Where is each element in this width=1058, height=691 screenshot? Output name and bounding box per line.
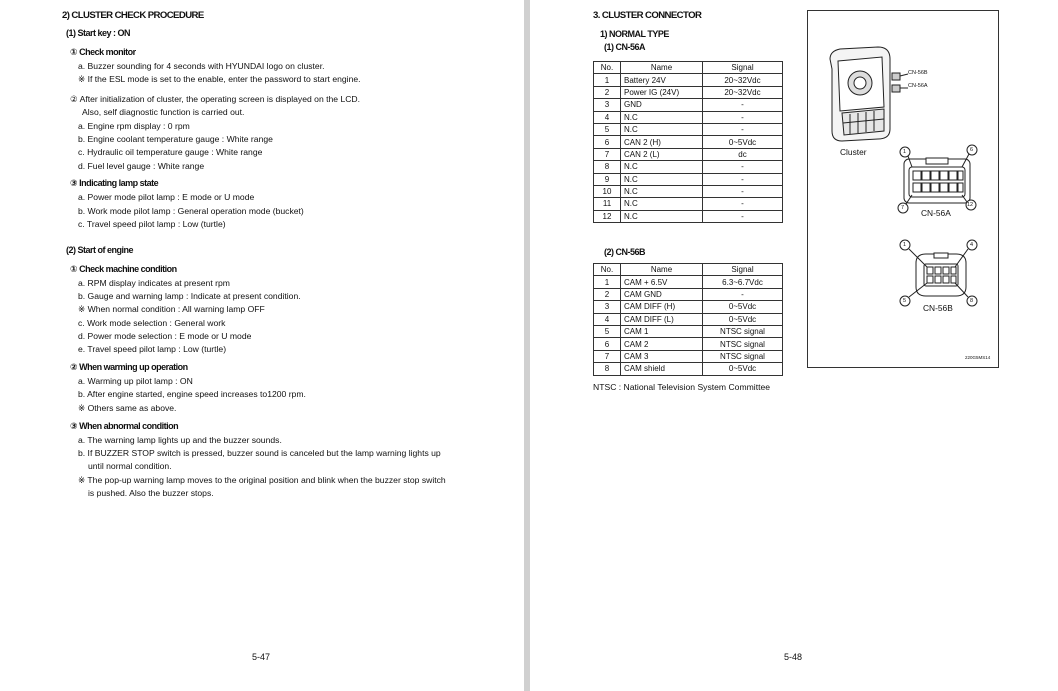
pin-label: 4 [970,242,974,248]
table-row [594,363,783,375]
right-page [530,0,1058,691]
pin-number: 7 [594,148,621,160]
text-line: a. RPM display indicates at present rpm [78,278,230,288]
table-row [594,99,783,111]
initialization-heading: ② After initialization of cluster, the operating screen is displayed on the LCD. [70,94,361,104]
text-line: c. Hydraulic oil temperature gauge : White range [78,147,263,157]
page-number: 5-47 [252,652,271,662]
page-number: 5-48 [784,652,803,662]
table-row [594,74,783,86]
pin-name: GND [621,99,703,111]
table-row [594,198,783,210]
pin-name: Battery 24V [621,74,703,86]
ntsc-note: NTSC : National Television System Committee [593,382,771,392]
table-row [594,111,783,123]
cn56b-table [593,263,783,376]
pin-number: 8 [594,363,621,375]
table-row [594,313,783,325]
pin-number: 5 [594,123,621,135]
cluster-illustration [808,11,998,367]
pin-signal: 20~32Vdc [703,86,783,98]
table-row [594,136,783,148]
pin-name: CAM + 6.5V [621,276,703,288]
pin-number: 1 [594,276,621,288]
pin-name: N.C [621,111,703,123]
pin-label: 5 [903,298,907,304]
subsection-start-engine: (2) Start of engine [66,245,134,255]
normal-type-heading: 1) NORMAL TYPE [600,29,669,39]
table-row [594,276,783,288]
text-line: e. Travel speed pilot lamp : Low (turtle) [78,344,227,354]
text-line: ※ When normal condition : All warning lamp OFF [78,304,265,314]
pin-name: N.C [621,173,703,185]
pin-label: 1 [903,149,907,155]
pin-name: Power IG (24V) [621,86,703,98]
check-machine-heading: ① Check machine condition [70,264,177,274]
header-name: Name [621,264,703,276]
table-row [594,325,783,337]
pin-number: 12 [594,210,621,222]
pin-number: 4 [594,111,621,123]
pin-signal: 0~5Vdc [703,363,783,375]
pin-signal: - [703,111,783,123]
pin-signal: - [703,288,783,300]
pin-signal: - [703,198,783,210]
pin-label: 12 [967,202,974,208]
text-line: Also, self diagnostic function is carried out. [82,107,245,117]
pin-signal: - [703,161,783,173]
subsection-start-key: (1) Start key : ON [66,28,131,38]
text-line: b. Work mode pilot lamp : General operation mode (bucket) [78,206,304,216]
header-signal: Signal [703,264,783,276]
table-row [594,123,783,135]
pin-signal: 0~5Vdc [703,136,783,148]
pin-number: 4 [594,313,621,325]
cn56a-heading: (1) CN-56A [604,42,646,52]
pin-number: 6 [594,338,621,350]
text-line: d. Power mode selection : E mode or U mode [78,331,252,341]
table-header-row [594,264,783,276]
table-row [594,350,783,362]
pin-name: CAM 2 [621,338,703,350]
table-row [594,161,783,173]
callout-cn56a: CN-56A [908,83,928,89]
pin-signal: 0~5Vdc [703,301,783,313]
text-line: b. Gauge and warning lamp : Indicate at present condition. [78,291,301,301]
left-page [0,0,524,691]
text-line: ※ If the ESL mode is set to the enable, enter the password to start engine. [78,74,361,84]
pin-number: 6 [594,136,621,148]
pin-signal: NTSC signal [703,338,783,350]
table-row [594,301,783,313]
pin-name: CAN 2 (H) [621,136,703,148]
pin-number: 1 [594,74,621,86]
pin-name: N.C [621,123,703,135]
pin-signal: - [703,123,783,135]
pin-name: CAM shield [621,363,703,375]
pin-name: N.C [621,210,703,222]
pin-name: CAM DIFF (L) [621,313,703,325]
header-signal: Signal [703,62,783,74]
table-row [594,148,783,160]
pin-number: 2 [594,86,621,98]
pin-name: CAM 3 [621,350,703,362]
check-monitor-heading: ① Check monitor [70,47,136,57]
pin-signal: 0~5Vdc [703,313,783,325]
table-header-row [594,62,783,74]
pin-number: 5 [594,325,621,337]
header-name: Name [621,62,703,74]
pin-number: 11 [594,198,621,210]
text-line: a. Warming up pilot lamp : ON [78,376,193,386]
section-title: 2) CLUSTER CHECK PROCEDURE [62,10,204,21]
table-row [594,338,783,350]
pin-signal: - [703,173,783,185]
text-line: b. Engine coolant temperature gauge : White range [78,134,273,144]
callout-cn56b: CN-56B [908,70,928,76]
indicating-lamp-heading: ③ Indicating lamp state [70,178,159,188]
text-line: is pushed. Also the buzzer stops. [88,488,214,498]
text-line: ※ The pop-up warning lamp moves to the original position and blink when the buzzer stop switch [78,475,446,485]
pin-name: N.C [621,161,703,173]
cn56b-diagram-label: CN-56B [923,303,953,313]
pin-name: CAM DIFF (H) [621,301,703,313]
pin-signal: dc [703,148,783,160]
figure-code: 220G5MS14 [965,355,991,360]
pin-number: 3 [594,301,621,313]
pin-name: N.C [621,198,703,210]
text-line: a. Power mode pilot lamp : E mode or U mode [78,192,255,202]
pin-number: 3 [594,99,621,111]
pin-signal: NTSC signal [703,325,783,337]
table-row [594,185,783,197]
table-row [594,288,783,300]
table-row [594,210,783,222]
connector-diagram [807,10,999,368]
pin-signal: 6.3~6.7Vdc [703,276,783,288]
text-line: b. If BUZZER STOP switch is pressed, buzzer sound is canceled but the lamp warning lights up [78,448,441,458]
pin-number: 2 [594,288,621,300]
text-line: d. Fuel level gauge : White range [78,161,205,171]
pin-signal: - [703,99,783,111]
cn56b-heading: (2) CN-56B [604,247,646,257]
abnormal-condition-heading: ③ When abnormal condition [70,421,179,431]
cn56a-table [593,61,783,223]
text-line: until normal condition. [88,461,172,471]
warming-up-heading: ② When warming up operation [70,362,188,372]
cn56a-diagram-label: CN-56A [921,208,951,218]
pin-name: CAM 1 [621,325,703,337]
pin-label: 7 [901,205,905,211]
pin-label: 6 [970,147,974,153]
pin-number: 9 [594,173,621,185]
section-title: 3. CLUSTER CONNECTOR [593,10,702,21]
pin-number: 7 [594,350,621,362]
text-line: a. Buzzer sounding for 4 seconds with HYUNDAI logo on cluster. [78,61,325,71]
text-line: c. Work mode selection : General work [78,318,226,328]
pin-signal: - [703,210,783,222]
cluster-label: Cluster [840,147,867,157]
pin-label: 8 [970,298,974,304]
text-line: b. After engine started, engine speed increases to1200 rpm. [78,389,306,399]
text-line: a. The warning lamp lights up and the buzzer sounds. [78,435,282,445]
pin-signal: NTSC signal [703,350,783,362]
table-row [594,86,783,98]
pin-label: 1 [903,242,907,248]
pin-name: N.C [621,185,703,197]
pin-name: CAN 2 (L) [621,148,703,160]
pin-name: CAM GND [621,288,703,300]
table-row [594,173,783,185]
pin-number: 10 [594,185,621,197]
header-no: No. [594,264,621,276]
pin-signal: 20~32Vdc [703,74,783,86]
text-line: a. Engine rpm display : 0 rpm [78,121,190,131]
text-line: ※ Others same as above. [78,403,177,413]
pin-signal: - [703,185,783,197]
text-line: c. Travel speed pilot lamp : Low (turtle) [78,219,226,229]
pin-number: 8 [594,161,621,173]
header-no: No. [594,62,621,74]
